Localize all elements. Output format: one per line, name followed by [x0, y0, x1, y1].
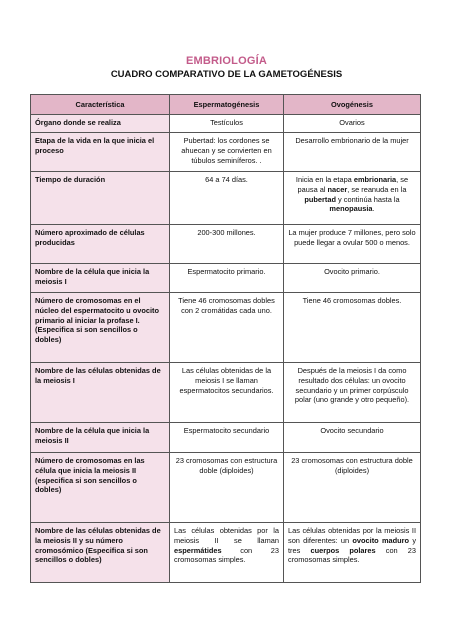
cell-espermatogenesis: 200-300 millones.	[170, 225, 284, 264]
cell-espermatogenesis: 64 a 74 días.	[170, 172, 284, 225]
row-label: Número de cromosomas en el núcleo del espermatocito u ovocito primario al iniciar la profase I. (Especifica si son sencillos o dobles)	[31, 293, 170, 363]
header-caracteristica: Característica	[31, 95, 170, 115]
cell-ovogenesis: Después de la meiosis I da como resultado dos células: un ovocito secundario y un primer corpúsculo polar (uno grande y otro pequeño).	[284, 363, 421, 423]
cell-ovogenesis: Tiene 46 cromosomas dobles.	[284, 293, 421, 363]
row-label: Etapa de la vida en la que inicia el proceso	[31, 133, 170, 172]
cell-ovogenesis: Ovocito primario.	[284, 264, 421, 293]
document-subtitle: CUADRO COMPARATIVO DE LA GAMETOGÉNESIS	[110, 69, 343, 80]
row-label: Número de cromosomas en las célula que inicia la meiosis II (especifica si son sencillos o dobles)	[31, 453, 170, 523]
row-label: Número aproximado de células producidas	[31, 225, 170, 264]
row-label: Nombre de la célula que inicia la meiosis II	[31, 423, 170, 453]
table-header-row	[31, 95, 421, 115]
cell-ovogenesis: La mujer produce 7 millones, pero solo puede llegar a ovular 500 o menos.	[284, 225, 421, 264]
cell-espermatogenesis: 23 cromosomas con estructura doble (diploides)	[170, 453, 284, 523]
table-row	[31, 293, 421, 363]
row-label: Tiempo de duración	[31, 172, 170, 225]
comparison-table	[30, 94, 421, 583]
table-row	[31, 115, 421, 133]
cell-espermatogenesis: Pubertad: los cordones se ahuecan y se convierten en túbulos seminíferos. .	[170, 133, 284, 172]
cell-ovogenesis: Desarrollo embrionario de la mujer	[284, 133, 421, 172]
header-ovogenesis: Ovogénesis	[284, 95, 421, 115]
cell-ovogenesis: Ovocito secundario	[284, 423, 421, 453]
table-row	[31, 133, 421, 172]
table-row	[31, 423, 421, 453]
row-label: Órgano donde se realiza	[31, 115, 170, 133]
cell-espermatogenesis: Espermatocito primario.	[170, 264, 284, 293]
table-row	[31, 453, 421, 523]
cell-ovogenesis: Las células obtenidas por la meiosis II son diferentes: un ovocito maduro y tres cuerpos polares con 23 cromosomas simples.	[284, 523, 421, 583]
table-row	[31, 523, 421, 583]
cell-ovogenesis: Inicia en la etapa embrionaria, se pausa al nacer, se reanuda en la pubertad y continúa hasta la menopausia.	[284, 172, 421, 225]
row-label: Nombre de las células obtenidas de la meiosis I	[31, 363, 170, 423]
document-title: EMBRIOLOGÍA	[185, 55, 268, 67]
table-row	[31, 172, 421, 225]
cell-ovogenesis: 23 cromosomas con estructura doble (diploides)	[284, 453, 421, 523]
cell-espermatogenesis: Las células obtenidas por la meiosis II se llaman espermátides con 23 cromosomas simples.	[170, 523, 284, 583]
row-label: Nombre de la célula que inicia la meiosis I	[31, 264, 170, 293]
cell-espermatogenesis: Testículos	[170, 115, 284, 133]
table-row	[31, 264, 421, 293]
table-row	[31, 363, 421, 423]
cell-espermatogenesis: Tiene 46 cromosomas dobles con 2 cromátidas cada uno.	[170, 293, 284, 363]
table-row	[31, 225, 421, 264]
row-label: Nombre de las células obtenidas de la meiosis II y su número cromosómico (Especifica si son sencillos o dobles)	[31, 523, 170, 583]
cell-ovogenesis: Ovarios	[284, 115, 421, 133]
cell-espermatogenesis: Espermatocito secundario	[170, 423, 284, 453]
cell-espermatogenesis: Las células obtenidas de la meiosis I se llaman espermatocitos secundarios.	[170, 363, 284, 423]
header-espermatogenesis: Espermatogénesis	[170, 95, 284, 115]
